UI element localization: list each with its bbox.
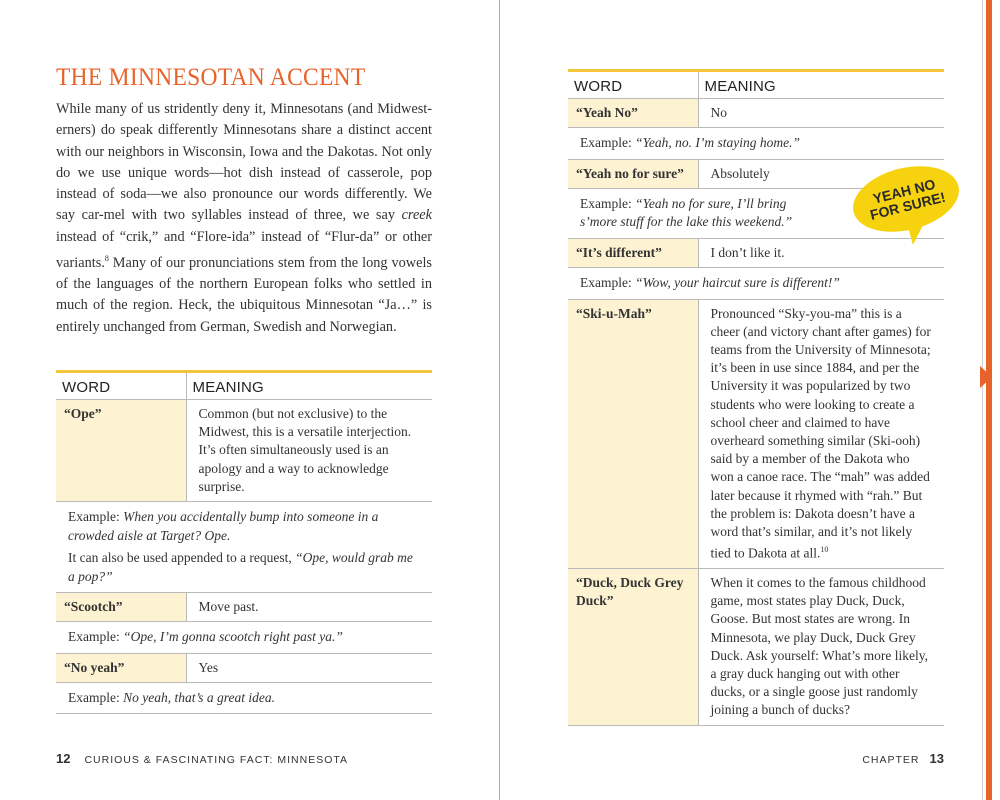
example-line (580, 134, 932, 153)
meaning-cell: Yes (186, 653, 432, 682)
header-word: WORD (56, 372, 186, 400)
intro-paragraph (56, 99, 432, 338)
footer-left (56, 751, 348, 766)
word-cell: “Ope” (56, 400, 186, 502)
example-extra-line (68, 549, 420, 586)
table-row (56, 593, 432, 622)
word-cell: “Ski-u-Mah” (568, 299, 698, 568)
intro-emphasis: creek (401, 207, 432, 224)
example-row (568, 128, 944, 160)
right-page (500, 0, 1000, 800)
example-label: Example: (68, 629, 124, 645)
table-row (568, 568, 944, 725)
example-line (580, 195, 824, 232)
example-row (56, 502, 432, 593)
header-meaning: MEANING (186, 372, 432, 400)
vocab-table-left (56, 370, 432, 714)
example-text: No yeah, that’s a great idea. (123, 689, 275, 705)
page-number: 13 (929, 751, 944, 766)
header-meaning: MEANING (698, 71, 944, 99)
example-label: Example: (68, 509, 124, 525)
example-cell (56, 682, 432, 714)
example-cell (568, 268, 944, 300)
meaning-text: Pronounced “Sky-you-ma” this is a cheer (and victory chant after games) for teams from the University of Minnesota; it’s been in use since 1884, and per the University it was popularized by two students who were looking to create a school cheer and claimed to have overheard something similar (Ski-ooh) said by a member of the Dakota who won a canoe race. The “mah” was added later because it rhymed with “rah.” But the problem is: Dakota doesn’t have a word that’s similar, and it’s not likely tied to Dakota at all. (710, 305, 931, 561)
speech-bubble-text: YEAH NO FOR SURE! (868, 175, 947, 223)
meaning-cell: No (698, 99, 944, 128)
example-label: Example: (580, 135, 636, 151)
meaning-cell: I don’t like it. (698, 238, 944, 267)
example-text: “Yeah, no. I’m staying home.” (635, 135, 800, 151)
table-row (568, 99, 944, 128)
table-row (56, 400, 432, 502)
example-label: Example: (580, 275, 636, 291)
word-cell: “Scootch” (56, 593, 186, 622)
example-row (56, 622, 432, 654)
example-line (68, 628, 420, 647)
example-label: Example: (580, 195, 636, 211)
example-text: When you accidentally bump into someone in a crowded aisle at Target? Ope. (68, 509, 379, 543)
meaning-cell: Common (but not exclusive) to the Midwest, this is a versatile interjection. It’s often simultaneously used is an apology and a way to acknowledge surprise. (186, 400, 432, 502)
vocab-table-right (568, 69, 944, 726)
page-edge-line (982, 0, 983, 800)
example-line (68, 689, 420, 708)
intro-text-1: While many of us stridently deny it, Minnesotans (and Midwest-erners) do speak differently Minnesotans share a distinct accent with our neighbors in Wisconsin, Iowa and the Dakotas. Not only do we use unique words—hot dish instead of casserole, pop instead of soda—we also pronounce our words differently. We say car-mel with two syllables instead of three, we say (56, 101, 432, 224)
meaning-cell: Move past. (186, 593, 432, 622)
example-cell (56, 502, 432, 593)
header-word: WORD (568, 71, 698, 99)
intro-text-3: Many of our pronunciations stem from the long vowels of the languages of the northern European folks who settled in much of the region. Heck, the ubiquitous Minnesotan “Ja…” is entirely unchanged from German, Swedish and Norwegian. (56, 254, 432, 335)
chapter-label: CHAPTER (862, 754, 920, 766)
meaning-cell: When it comes to the famous childhood game, most states play Duck, Duck, Goose. But most states are wrong. In Minnesota, we play Duck, Duck Grey Duck. Ask yourself: What’s more likely, a gray duck hanging out with other ducks, or a single goose just randomly joining a bunch of ducks? (698, 568, 944, 725)
running-title: CURIOUS & FASCINATING FACT: MINNESOTA (84, 754, 349, 766)
example-extra-text: It can also be used appended to a request, (68, 550, 296, 566)
word-cell: “It’s different” (568, 238, 698, 267)
example-extra-italic: “Ope, would grab me a pop?” (68, 550, 413, 584)
example-row (56, 682, 432, 714)
meaning-cell (698, 299, 944, 568)
example-line (68, 508, 420, 545)
table-row (568, 299, 944, 568)
table-row (56, 653, 432, 682)
chapter-edge-band (986, 0, 992, 800)
word-cell: “Duck, Duck Grey Duck” (568, 568, 698, 725)
section-heading: THE MINNESOTAN ACCENT (56, 64, 366, 91)
footnote-marker: 10 (820, 545, 829, 555)
footer-right (862, 751, 944, 766)
example-row (568, 268, 944, 300)
example-cell (568, 128, 944, 160)
example-text: “Yeah no for sure, I’ll bring s’more stuff for the lake this weekend.” (580, 195, 793, 230)
chapter-tab-arrow-icon (980, 366, 992, 388)
word-cell: “Yeah No” (568, 99, 698, 128)
example-cell (56, 622, 432, 654)
word-cell: “Yeah no for sure” (568, 159, 698, 188)
footnote-marker: 8 (104, 254, 109, 264)
meaning-cell: Absolutely (698, 159, 944, 188)
word-cell: “No yeah” (56, 653, 186, 682)
page-number: 12 (56, 751, 71, 766)
intro-text-2: instead of “crik,” and “Flore-ida” instead of “Flur-da” or other variants. (56, 228, 432, 271)
example-text: “Ope, I’m gonna scootch right past ya.” (123, 629, 343, 645)
table-row (568, 238, 944, 267)
example-label: Example: (68, 689, 124, 705)
example-text: “Wow, your haircut sure is different!” (635, 275, 840, 291)
example-line (580, 274, 932, 293)
